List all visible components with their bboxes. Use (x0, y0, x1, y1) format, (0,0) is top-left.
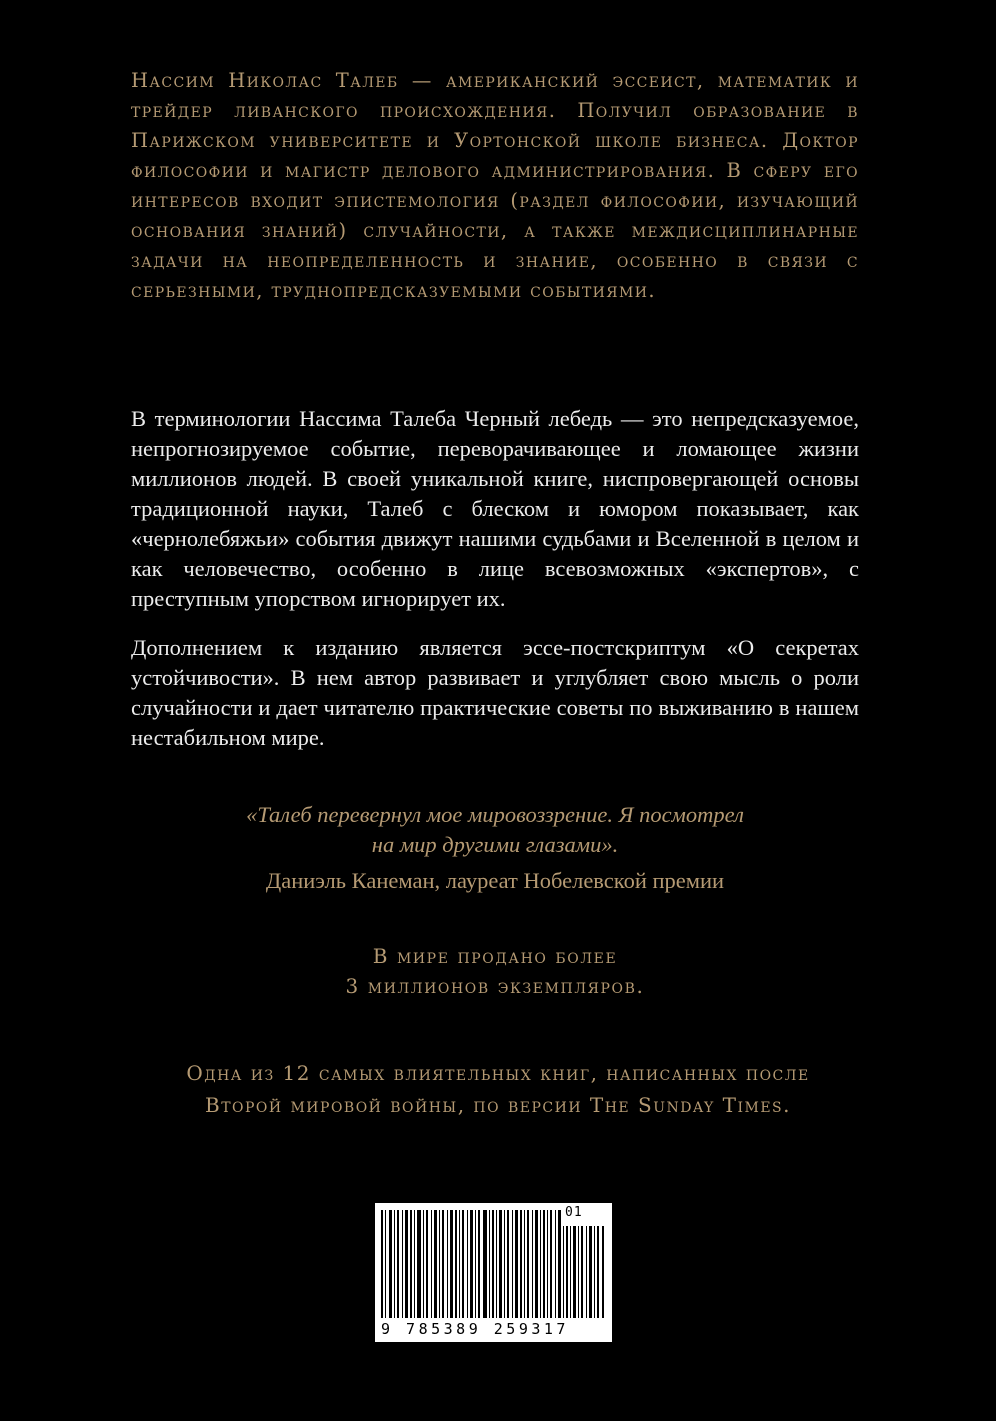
author-bio: Нассим Николас Талеб — американский эссеист, математик и трейдер ливанского происхождения. Получил образование в Парижском университете и Уортонской школе бизнеса. Доктор философии и магистр делового администрирования. В сферу его интересов входит эпистемология (раздел философии, изучающий основания знаний) случайности, а также междисциплинарные задачи на неопределенность и знание, особенно в связи с серьезными, труднопредсказуемыми событиями. (131, 69, 859, 302)
sales-note (131, 941, 859, 1001)
review-quote-line: «Талеб перевернул мое мировоззрение. Я посмотрел (246, 802, 744, 827)
sales-note-line: 3 миллионов экземпляров. (345, 974, 645, 998)
sales-note-line: В мире продано более (372, 944, 618, 968)
barcode-addon-digits: 01 (565, 1205, 583, 1220)
review-quote (131, 800, 859, 860)
quote-attribution: Даниэль Канеман, лауреат Нобелевской премии (265, 868, 725, 893)
influential-books-line: Второй мировой войны, по версии The Sunday Times. (205, 1093, 791, 1117)
isbn-digits: 9 785389 259317 (381, 1320, 569, 1338)
book-description-paragraph-2: Дополнением к изданию является эссе-постскриптум «О секретах устойчивости». В нем автор развивает и углубляет свою мысль о роли случайности и дает читателю практические советы по выживанию в нашем нестабильном мире. (131, 635, 859, 750)
influential-books-note (100, 1057, 896, 1121)
review-quote-line: на мир другими глазами». (371, 832, 619, 857)
barcode-bars (381, 1210, 606, 1318)
book-description-paragraph-1: В терминологии Нассима Талеба Черный лебедь — это непредсказуемое, непрогнозируемое событие, переворачивающее и ломающее жизни миллионов людей. В своей уникальной книге, ниспровергающей основы традиционной науки, Талеб с блеском и юмором показывает, как «чернолебяжьи» события движут нашими судьбами и Вселенной в целом и как человечество, особенно в лице всевозможных «экспертов», с преступным упорством игнорирует их. (131, 406, 859, 611)
influential-books-line: Одна из 12 самых влиятельных книг, написанных после (186, 1061, 810, 1085)
isbn-barcode (375, 1203, 612, 1342)
